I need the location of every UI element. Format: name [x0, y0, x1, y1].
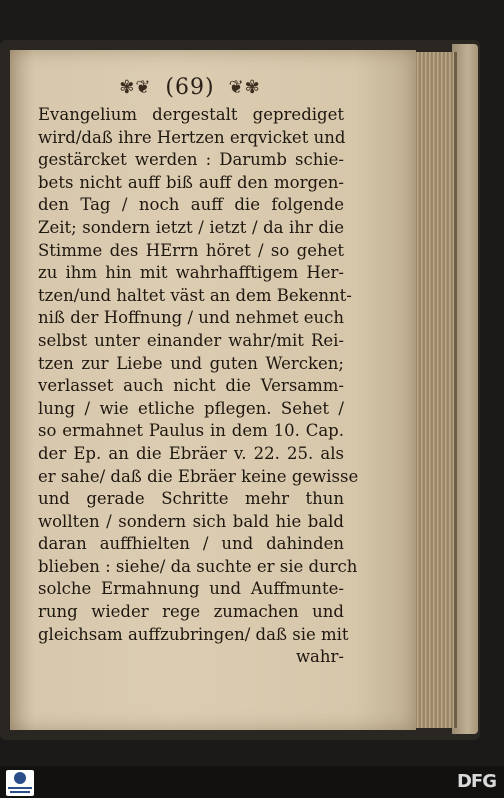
text-line: niß der Hoffnung / und nehmet euch: [38, 308, 344, 328]
text-line: so ermahnet Paulus in dem 10. Cap.: [38, 421, 344, 441]
text-line: bets nicht auff biß auff den morgen-: [38, 172, 344, 192]
text-line: Zeit; sondern ietzt / ietzt / da ihr die: [38, 217, 344, 237]
text-line: den Tag / noch auff die folgende: [38, 195, 344, 215]
text-line: verlasset auch nicht die Versamm-: [38, 376, 344, 396]
text-line: daran auffhielten / und dahinden: [38, 534, 344, 554]
text-line: wahr-: [295, 647, 344, 667]
text-line: gleichsam auffzubringen/ daß sie mit: [38, 624, 349, 644]
ornament-left-icon: ✾❦: [119, 76, 152, 98]
text-line: wird/daß ihre Hertzen erqvicket und: [38, 127, 346, 147]
text-line: zu ihm hin mit wahrhafftigem Her-: [38, 263, 344, 283]
page-header: [110, 74, 270, 100]
text-line: selbst unter einander wahr/mit Rei-: [38, 330, 344, 350]
text-line: Stimme des HErrn höret / so gehet: [38, 240, 344, 260]
viewer-footer: [0, 766, 504, 798]
page-edges: [414, 52, 457, 728]
text-line: tzen/und haltet väst an dem Bekennt-: [38, 285, 352, 305]
library-wordmark-icon: [7, 786, 33, 794]
dfg-logo[interactable]: DFG: [456, 771, 496, 792]
text-line: gestärcket werden : Darumb schie-: [38, 150, 344, 170]
text-line: tzen zur Liebe und guten Wercken;: [38, 353, 344, 373]
page-text: [38, 104, 359, 669]
text-line: rung wieder rege zumachen und: [38, 602, 344, 622]
text-line: wollten / sondern sich bald hie bald: [38, 511, 344, 531]
emblem-icon: [14, 772, 26, 784]
text-line: blieben : siehe/ da suchte er sie durch: [38, 556, 358, 576]
text-line: und gerade Schritte mehr thun: [38, 489, 344, 509]
text-line: der Ep. an die Ebräer v. 22. 25. als: [38, 443, 344, 463]
text-line: lung / wie etliche pflegen. Sehet /: [38, 398, 344, 418]
text-line: Evangelium dergestalt geprediget: [38, 105, 344, 124]
library-logo-icon[interactable]: [6, 770, 34, 796]
ornament-right-icon: ❦✾: [228, 76, 261, 98]
text-line: er sahe/ daß die Ebräer keine gewisse: [38, 466, 359, 486]
page-number: (69): [165, 74, 215, 100]
text-line: solche Ermahnung und Auffmunte-: [38, 579, 344, 599]
